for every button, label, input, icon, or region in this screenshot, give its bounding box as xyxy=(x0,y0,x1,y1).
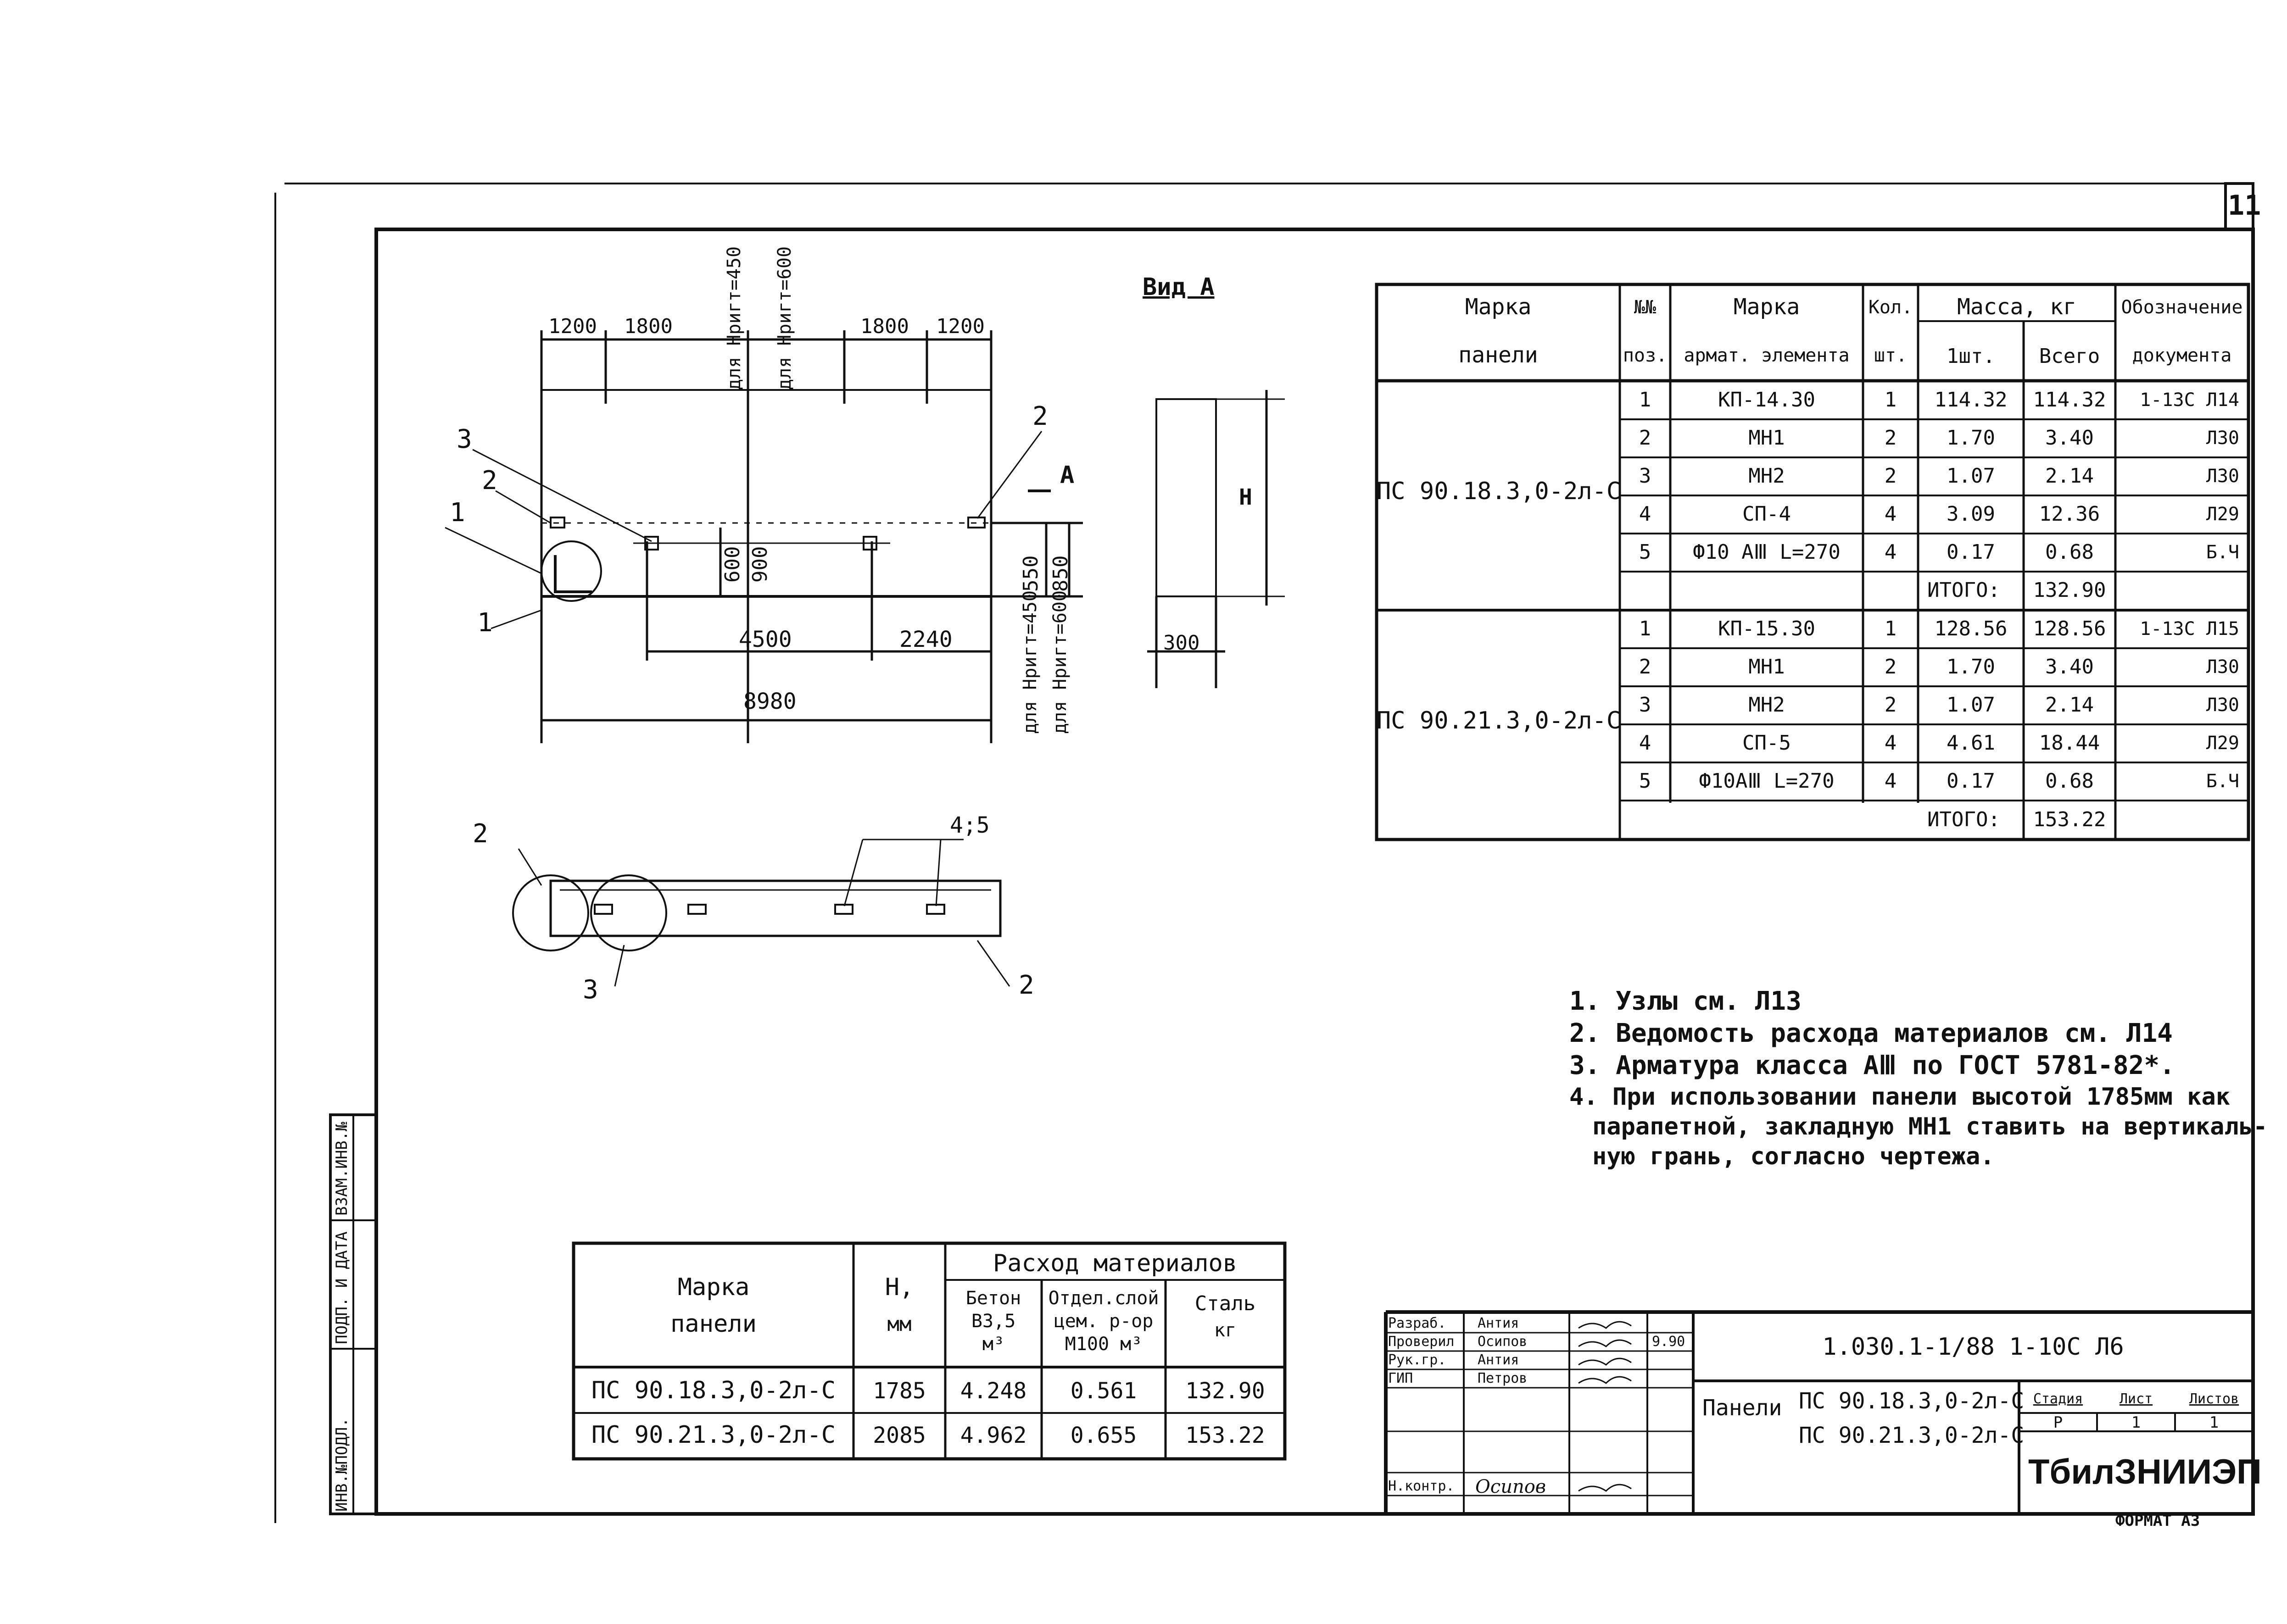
spec-cell: МН1 xyxy=(1748,426,1785,450)
dim-bottom-4500: 4500 xyxy=(739,627,792,652)
mat-header-mark-2: панели xyxy=(670,1310,757,1338)
spec-cell: 1-13С Л15 xyxy=(2140,618,2239,640)
spec-panel-1: ПС 90.18.3,0-2л-С xyxy=(1377,478,1621,505)
stamp-inv-podl: ИНВ.№ПОДЛ. xyxy=(333,1418,351,1512)
spec-cell: МН2 xyxy=(1748,464,1785,488)
spec-cell: Ф10АⅢ L=270 xyxy=(1699,769,1835,793)
mat-header-layer-3: М100 м³ xyxy=(1065,1334,1143,1355)
spec-cell: Л30 xyxy=(2206,695,2239,716)
mat-cell: 153.22 xyxy=(1185,1423,1265,1448)
spec-cell: 4 xyxy=(1639,502,1651,526)
spec-cell: 2.14 xyxy=(2045,464,2094,488)
dim-top-4: 1200 xyxy=(936,315,985,338)
dim-top-3: 1800 xyxy=(860,315,909,338)
spec-cell: 1.70 xyxy=(1947,655,1995,679)
spec-cell: 1.70 xyxy=(1947,426,1995,450)
spec-cell: 5 xyxy=(1639,540,1651,564)
mat-header-steel: Сталь xyxy=(1194,1292,1256,1315)
spec-cell: 2 xyxy=(1884,655,1897,679)
tb-role: Проверил xyxy=(1388,1334,1455,1350)
mat-header-h: Н, xyxy=(885,1274,914,1301)
mat-cell: 0.655 xyxy=(1070,1423,1137,1448)
spec-cell: СП-4 xyxy=(1742,502,1791,526)
spec-total-2: 153.22 xyxy=(2033,808,2106,831)
callout-2: 2 xyxy=(482,466,497,495)
mat-group-header: Расход материалов xyxy=(993,1250,1238,1277)
side-dim-height: Н xyxy=(1239,484,1252,510)
callout-2b: 2 xyxy=(1032,401,1048,431)
tb-name: Осипов xyxy=(1478,1334,1528,1350)
tb-sheet-header: Лист xyxy=(2119,1391,2153,1407)
spec-cell: 114.32 xyxy=(1934,388,2008,412)
spec-cell: 1 xyxy=(1639,617,1651,640)
dim-right-note-1: для Hригт=450 xyxy=(1020,590,1041,734)
spec-cell: 3.40 xyxy=(2045,655,2094,679)
spec-cell: 4 xyxy=(1884,502,1897,526)
tb-name: Петров xyxy=(1478,1370,1528,1386)
tb-stage: Р xyxy=(2053,1413,2063,1432)
plan-callout-2b: 2 xyxy=(1019,970,1034,1000)
spec-cell: 1.07 xyxy=(1947,464,1995,488)
mat-header-concrete: Бетон xyxy=(965,1288,1021,1309)
spec-header-doc: Обозначение xyxy=(2121,297,2243,318)
spec-cell: 1 xyxy=(1884,388,1897,412)
dim-top-2: 1800 xyxy=(624,315,673,338)
tb-stage-header: Стадия xyxy=(2033,1391,2083,1407)
note-4-cont-2: ную грань, согласно чертежа. xyxy=(1592,1143,1995,1170)
spec-cell: Б.Ч xyxy=(2206,542,2239,563)
spec-cell: 2 xyxy=(1639,655,1651,679)
callout-3: 3 xyxy=(457,424,472,454)
spec-cell: 3 xyxy=(1639,693,1651,717)
spec-total-label-1: ИТОГО: xyxy=(1927,578,2000,602)
spec-header-mass-one: 1шт. xyxy=(1947,345,1995,368)
spec-cell: 0.68 xyxy=(2045,769,2094,793)
mat-header-concrete-3: м³ xyxy=(982,1334,1005,1355)
spec-cell: МН1 xyxy=(1748,655,1785,679)
spec-cell: КП-15.30 xyxy=(1718,617,1815,640)
section-marker: А xyxy=(1060,462,1075,489)
tb-sheets: 1 xyxy=(2209,1413,2219,1432)
spec-cell: 1-13С Л14 xyxy=(2140,389,2239,411)
spec-total-label-2: ИТОГО: xyxy=(1927,808,2000,831)
spec-cell: 4 xyxy=(1884,731,1897,755)
spec-cell: 0.17 xyxy=(1947,769,1995,793)
mat-header-concrete-2: В3,5 xyxy=(971,1311,1016,1332)
spec-cell: 2 xyxy=(1884,693,1897,717)
dim-bottom-2240: 2240 xyxy=(899,627,953,652)
plan-callout-2: 2 xyxy=(473,819,488,849)
plan-callout-4-5: 4;5 xyxy=(950,812,990,838)
spec-header-element-2: армат. элемента xyxy=(1684,345,1850,366)
spec-cell: 114.32 xyxy=(2033,388,2106,412)
spec-cell: Б.Ч xyxy=(2206,771,2239,792)
dim-vertical-note-1: для Hригт=450 xyxy=(724,246,745,390)
mat-cell: 2085 xyxy=(873,1423,926,1448)
stamp-vzam-inv: ВЗАМ.ИНВ.№ xyxy=(333,1122,351,1216)
tb-code: 1.030.1-1/88 1-10С Л6 xyxy=(1822,1333,2124,1361)
callout-1b: 1 xyxy=(477,608,493,638)
tb-name: Антия xyxy=(1478,1352,1519,1368)
mat-cell: ПС 90.21.3,0-2л-С xyxy=(591,1421,836,1449)
dim-right-note-2: для Hригт=600 xyxy=(1049,590,1071,734)
spec-cell: 4 xyxy=(1639,731,1651,755)
spec-total-1: 132.90 xyxy=(2033,578,2106,602)
spec-cell: Ф10 АⅢ L=270 xyxy=(1693,540,1841,564)
tb-sheets-header: Листов xyxy=(2189,1391,2239,1407)
spec-cell: 4 xyxy=(1884,769,1897,793)
callout-1: 1 xyxy=(450,498,465,528)
spec-header-qty: Кол. xyxy=(1868,297,1913,318)
tb-title-line-2: ПС 90.21.3,0-2л-С xyxy=(1799,1423,2025,1448)
spec-header-pos-2: поз. xyxy=(1623,345,1668,366)
spec-cell: Л30 xyxy=(2206,466,2239,487)
dim-left-900: 900 xyxy=(748,546,772,583)
spec-cell: 2 xyxy=(1884,426,1897,450)
mat-cell: ПС 90.18.3,0-2л-С xyxy=(591,1377,836,1404)
spec-cell: Л29 xyxy=(2206,504,2239,525)
tb-role: Н.контр. xyxy=(1388,1478,1455,1494)
spec-header-pos: №№ xyxy=(1634,297,1657,318)
dim-right-550: 550 xyxy=(1019,555,1043,592)
stamp-podp-data: ПОДП. И ДАТА xyxy=(333,1231,351,1344)
mat-cell: 4.248 xyxy=(960,1378,1027,1404)
mat-cell: 132.90 xyxy=(1185,1378,1265,1404)
spec-cell: 3 xyxy=(1639,464,1651,488)
spec-cell: 18.44 xyxy=(2039,731,2100,755)
tb-title-line-1: ПС 90.18.3,0-2л-С xyxy=(1799,1388,2025,1414)
spec-cell: 1 xyxy=(1639,388,1651,412)
mat-header-layer-2: цем. р-ор xyxy=(1054,1311,1154,1332)
format-label: ФОРМАТ А3 xyxy=(2115,1512,2200,1530)
spec-panel-2: ПС 90.21.3,0-2л-С xyxy=(1377,707,1621,734)
tb-role: ГИП xyxy=(1388,1370,1413,1386)
dim-vertical-note-2: для Hригт=600 xyxy=(774,246,795,390)
spec-cell: Л30 xyxy=(2206,656,2239,678)
dim-top-1: 1200 xyxy=(548,315,597,338)
mat-cell: 0.561 xyxy=(1070,1378,1137,1404)
dim-right-850: 850 xyxy=(1049,555,1072,592)
tb-date: 9.90 xyxy=(1652,1334,1685,1350)
view-label: Вид А xyxy=(1143,273,1215,301)
tb-name: Антия xyxy=(1478,1315,1519,1331)
dim-total: 8980 xyxy=(743,689,797,714)
tb-sheet: 1 xyxy=(2131,1413,2141,1432)
mat-cell: 4.962 xyxy=(960,1423,1027,1448)
spec-header-panel-mark-2: панели xyxy=(1458,342,1538,368)
spec-cell: 3.09 xyxy=(1947,502,1995,526)
spec-cell: КП-14.30 xyxy=(1718,388,1815,412)
note-4-cont-1: парапетной, закладную МН1 ставить на вертикаль- xyxy=(1592,1113,2268,1140)
spec-cell: 128.56 xyxy=(2033,617,2106,640)
spec-cell: 2 xyxy=(1884,464,1897,488)
tb-role: Разраб. xyxy=(1388,1315,1446,1331)
note-2: 2. Ведомость расхода материалов см. Л14 xyxy=(1569,1018,2173,1048)
note-1: 1. Узлы см. Л13 xyxy=(1569,986,1802,1016)
spec-cell: 128.56 xyxy=(1934,617,2008,640)
spec-cell: СП-5 xyxy=(1742,731,1791,755)
spec-cell: Л30 xyxy=(2206,428,2239,449)
spec-cell: 1 xyxy=(1884,617,1897,640)
spec-cell: 1.07 xyxy=(1947,693,1995,717)
spec-header-mass-total: Всего xyxy=(2039,345,2100,368)
spec-cell: 5 xyxy=(1639,769,1651,793)
spec-cell: 0.68 xyxy=(2045,540,2094,564)
page-number: 11 xyxy=(2228,189,2261,222)
spec-cell: 0.17 xyxy=(1947,540,1995,564)
tb-org-logo: ТбилЗНИИЭП xyxy=(2028,1452,2262,1491)
mat-header-h-2: мм xyxy=(887,1313,912,1336)
side-dim-width: 300 xyxy=(1163,631,1200,655)
spec-header-qty-2: шт. xyxy=(1874,345,1908,366)
spec-cell: 12.36 xyxy=(2039,502,2100,526)
plan-callout-3: 3 xyxy=(583,975,598,1005)
spec-header-mass: Масса, кг xyxy=(1957,294,2077,320)
spec-header-doc-2: документа xyxy=(2132,345,2232,366)
note-4: 4. При использовании панели высотой 1785мм как xyxy=(1569,1083,2231,1111)
spec-cell: 3.40 xyxy=(2045,426,2094,450)
mat-header-mark: Марка xyxy=(677,1274,750,1301)
spec-cell: МН2 xyxy=(1748,693,1785,717)
mat-header-layer: Отдел.слой xyxy=(1048,1288,1159,1309)
dim-left-600: 600 xyxy=(721,546,744,583)
tb-role: Рук.гр. xyxy=(1388,1352,1446,1368)
tb-name: Осипов xyxy=(1475,1476,1546,1497)
spec-header-element: Марка xyxy=(1733,294,1800,320)
mat-cell: 1785 xyxy=(873,1378,926,1404)
note-3: 3. Арматура класса АⅢ по ГОСТ 5781-82*. xyxy=(1569,1051,2175,1080)
spec-cell: 2.14 xyxy=(2045,693,2094,717)
spec-cell: 4 xyxy=(1884,540,1897,564)
tb-title-prefix: Панели xyxy=(1702,1395,1782,1421)
spec-header-panel-mark: Марка xyxy=(1465,294,1532,320)
mat-header-steel-2: кг xyxy=(1214,1320,1237,1341)
spec-cell: 4.61 xyxy=(1947,731,1995,755)
spec-cell: 2 xyxy=(1639,426,1651,450)
spec-cell: Л29 xyxy=(2206,733,2239,754)
